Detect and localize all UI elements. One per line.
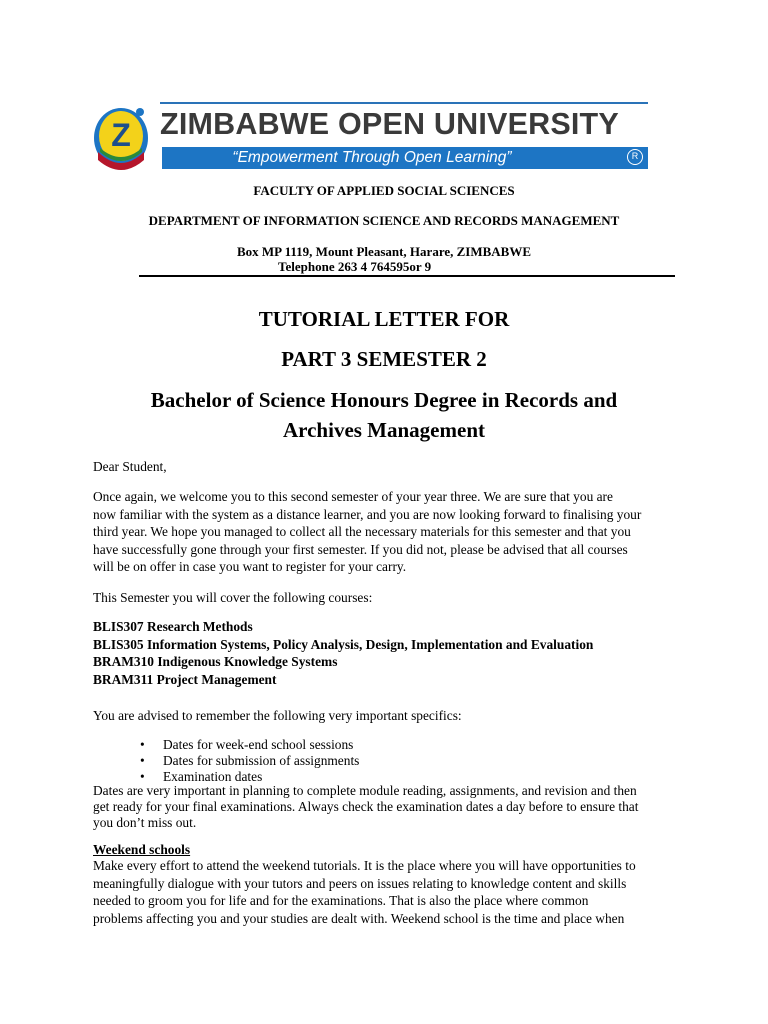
faculty-heading: FACULTY OF APPLIED SOCIAL SCIENCES (253, 183, 515, 198)
specific-item: Examination dates (163, 768, 263, 784)
welcome-line: now familiar with the system as a distance learner, and you are now looking forward to finalising your (93, 506, 642, 522)
university-tagline: “Empowerment Through Open Learning” (232, 149, 512, 166)
welcome-line: third year. We hope you managed to collect all the necessary materials for this semester and that you (93, 524, 631, 540)
welcome-line: Once again, we welcome you to this second semester of your year three. We are sure that you are (93, 489, 613, 504)
zou-emblem-icon (92, 100, 150, 172)
header-divider (139, 275, 675, 277)
department-heading: DEPARTMENT OF INFORMATION SCIENCE AND RECORDS MANAGEMENT (148, 213, 620, 228)
logo-top-rule (160, 102, 648, 104)
semester-title: PART 3 SEMESTER 2 (281, 347, 487, 371)
specific-item: Dates for week-end school sessions (163, 737, 354, 752)
weekend-line: needed to groom you for life and for the examinations. That is also the place where common (93, 893, 589, 909)
specific-item: Dates for submission of assignments (163, 752, 360, 768)
university-logo (92, 100, 652, 174)
welcome-paragraph (93, 488, 683, 576)
advice-intro: You are advised to remember the following very important specifics: (93, 708, 462, 723)
dates-line: you don’t miss out. (93, 815, 197, 830)
address-line: Box MP 1119, Mount Pleasant, Harare, ZIMBABWE (236, 244, 532, 259)
course-item: BRAM310 Indigenous Knowledge Systems (93, 654, 338, 670)
tagline-banner (162, 147, 648, 169)
tutorial-letter-title: TUTORIAL LETTER FOR (258, 307, 510, 331)
degree-title-line2: Archives Management (283, 418, 485, 442)
courses-intro: This Semester you will cover the following courses: (93, 590, 373, 605)
registered-mark-icon: R (627, 149, 643, 165)
weekend-line: meaningfully dialogue with your tutors and peers on issues relating to knowledge content and skills (93, 875, 627, 891)
weekend-schools-heading: Weekend schools (93, 842, 191, 857)
dates-line: Dates are very important in planning to complete module reading, assignments, and revision and then (93, 783, 637, 798)
telephone-line: Telephone 263 4 764595or 9 (278, 259, 432, 274)
welcome-line: have successfully gone through your first semester. If you did not, please be advised that all courses (93, 541, 628, 557)
bullet-icon: • (140, 768, 145, 784)
weekend-line: problems affecting you and your studies are dealt with. Weekend school is the time and place when (93, 910, 625, 926)
weekend-line: Make every effort to attend the weekend tutorials. It is the place where you will have opportunities to (93, 858, 636, 873)
bullet-icon: • (140, 737, 145, 752)
weekend-paragraph (93, 857, 683, 927)
dates-paragraph (93, 783, 683, 831)
course-list (93, 618, 683, 688)
salutation: Dear Student, (93, 459, 167, 474)
dates-line: get ready for your final examinations. Always check the examination dates a day before to ensure that (93, 799, 639, 814)
bullet-icon: • (140, 752, 145, 768)
degree-title-line1: Bachelor of Science Honours Degree in Records and (150, 388, 618, 412)
welcome-line: will be on offer in case you want to register for your carry. (93, 559, 407, 575)
course-item: BLIS307 Research Methods (93, 619, 253, 634)
svg-text:Z: Z (111, 117, 131, 153)
course-item: BLIS305 Information Systems, Policy Analysis, Design, Implementation and Evaluation (93, 636, 594, 652)
course-item: BRAM311 Project Management (93, 671, 277, 687)
university-name: ZIMBABWE OPEN UNIVERSITY (160, 107, 619, 141)
